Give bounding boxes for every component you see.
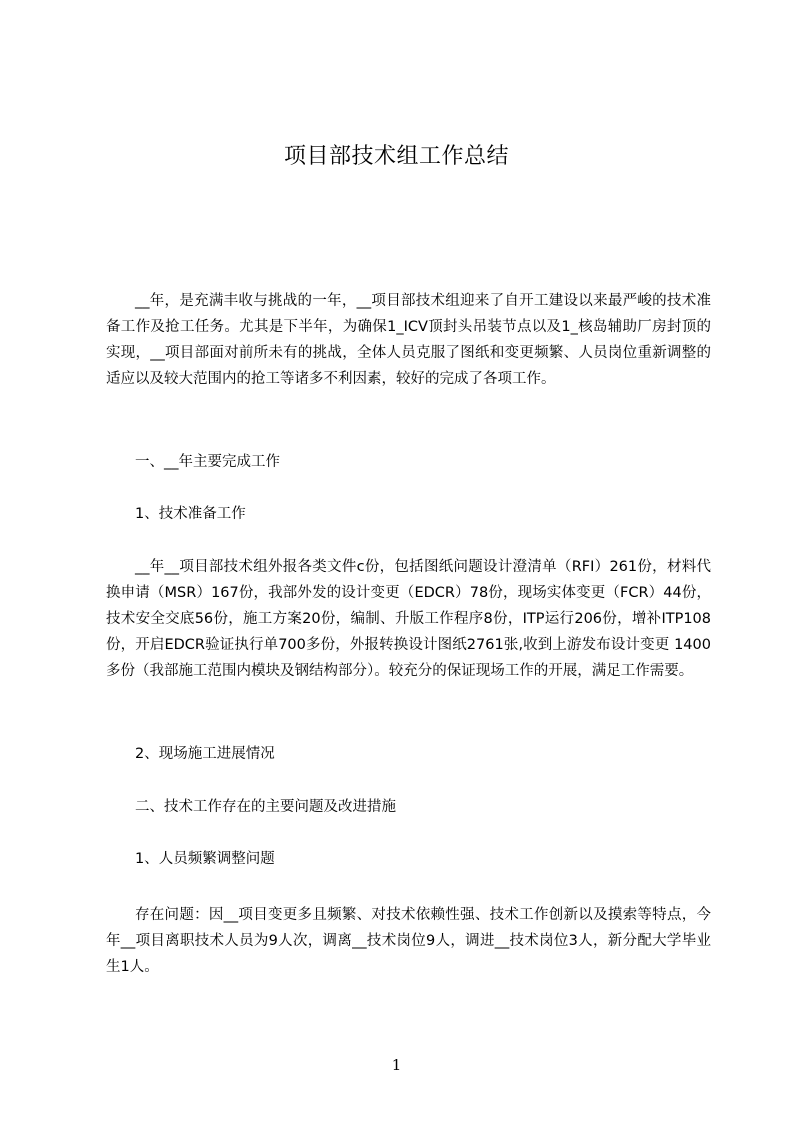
- section-1-heading: 一、__年主要完成工作: [135, 454, 280, 470]
- intro-paragraph: __年，是充满丰收与挑战的一年，__项目部技术组迎来了自开工建设以来最严峻的技术准备工作及抢工任务。尤其是下半年，为确保1_ICV顶封头吊装节点以及1_核岛辅助厂房封顶的实现，__项目部面对前所未有的挑战，全体人员克服了图纸和变更频繁、人员岗位重新调整的适应以及较大范围内的抢工等诸多不利因素，较好的完成了各项工作。: [106, 293, 711, 387]
- section-1-item-1-heading: 1、技术准备工作: [135, 506, 246, 522]
- section-2-item-1-heading: 1、人员频繁调整问题: [135, 851, 275, 867]
- section-1-item-1-paragraph: __年__项目部技术组外报各类文件c份，包括图纸问题设计澄清单（RFI）261份，材料代换申请（MSR）167份，我部外发的设计变更（EDCR）78份，现场实体变更（FCR）44份，技术安全交底56份，施工方案20份，编制、升版工作程序8份，ITP运行206份，增补ITP108份，开启EDCR验证执行单700多份，外报转换设计图纸2761张,收到上游发布设计变更 1400多份（我部施工范围内模块及钢结构部分）。较充分的保证现场工作的开展，满足工作需要。: [106, 559, 711, 679]
- document-title: 项目部技术组工作总结: [283, 144, 509, 169]
- section-1-item-2-heading: 2、现场施工进展情况: [135, 746, 275, 762]
- section-2-heading: 二、技术工作存在的主要问题及改进措施: [135, 799, 396, 815]
- section-2-item-1-paragraph: 存在问题：因__项目变更多且频繁、对技术依赖性强、技术工作创新以及摸索等特点，今年__项目离职技术人员为9人次，调离__技术岗位9人，调进__技术岗位3人，新分配大学毕业生1人。: [106, 907, 711, 975]
- page-number: 1: [391, 1056, 402, 1074]
